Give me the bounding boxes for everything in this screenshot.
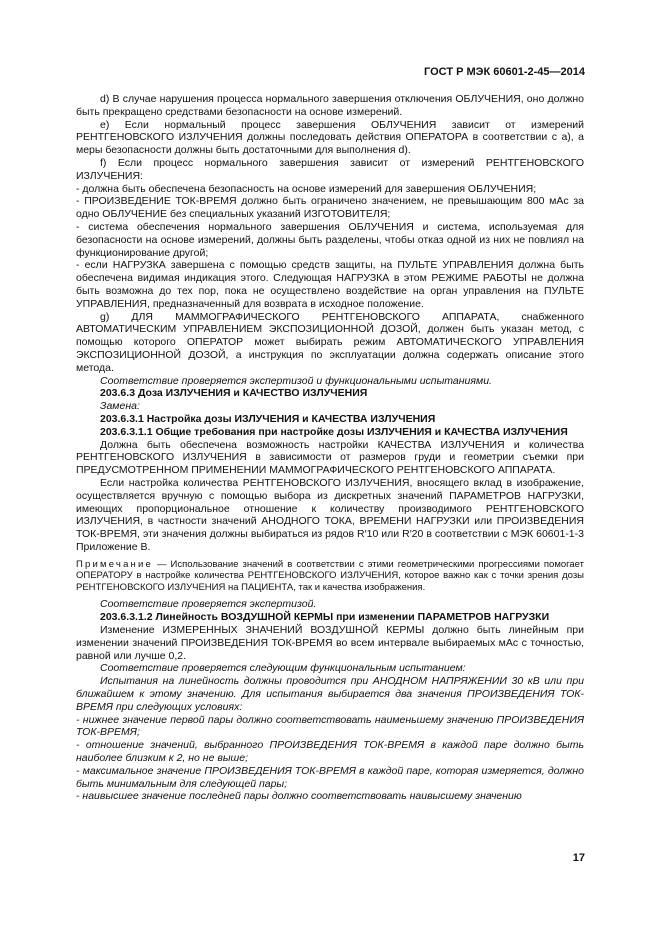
paragraph: f) Если процесс нормального завершения зависит от измерений РЕНТГЕНОВСКОГО ИЗЛУЧЕНИЯ:	[76, 156, 584, 182]
paragraph: - если НАГРУЗКА завершена с помощью средств защиты, на ПУЛЬТЕ УПРАВЛЕНИЯ должна быть обеспечена видимая индикация этого. Следующая НАГРУЗКА в этом РЕЖИМЕ РАБОТЫ не должна быть возможна до тех пор, пока не осуществлено воздействие на орган управления на ПУЛЬТЕ УПРАВЛЕНИЯ, предназначенный для возврата в исходное положение.	[76, 259, 584, 310]
paragraph: Если настройка количества РЕНТГЕНОВСКОГО ИЗЛУЧЕНИЯ, вносящего вклад в изображение, осуществляется вручную с помощью выбора из дискретных значений ПАРАМЕТРОВ НАГРУЗКИ, имеющих пропорциональное отношение к количеству производимого РЕНТГЕНОВСКОГО ИЗЛУЧЕНИЯ, в частности значений АНОДНОГО ТОКА, ВРЕМЕНИ НАГРУЗКИ или ПРОИЗВЕДЕНИЯ ТОК-ВРЕМЯ, эти значения должны выбираться из рядов R′10 или R′20 в соответствии с МЭК 60601-1-3 Приложение В.	[76, 476, 584, 553]
paragraph-block-1	[76, 93, 584, 554]
paragraph: Должна быть обеспечена возможность настройки КАЧЕСТВА ИЗЛУЧЕНИЯ и количества РЕНТГЕНОВСКОГО ИЗЛУЧЕНИЯ в зависимости от размеров груди и геометрии съемки при ПРЕДУСМОТРЕННОМ ПРИМЕНЕНИИ МАММОГРАФИЧЕСКОГО РЕНТГЕНОВСКОГО АППАРАТА.	[76, 438, 584, 477]
paragraph-block-2	[76, 598, 584, 803]
paragraph: - отношение значений, выбранного ПРОИЗВЕДЕНИЯ ТОК-ВРЕМЯ в каждой паре должно быть наиболее близким к 2, но не выше;	[76, 739, 584, 765]
page-number: 17	[572, 852, 585, 864]
document-body	[76, 93, 584, 803]
paragraph: Соответствие проверяется экспертизой и функциональными испытаниями.	[100, 374, 492, 387]
paragraph: 203.6.3.1.2 Линейность ВОЗДУШНОЙ КЕРМЫ при изменении ПАРАМЕТРОВ НАГРУЗКИ	[100, 611, 550, 624]
paragraph: 203.6.3.1.1 Общие требования при настройке дозы ИЗЛУЧЕНИЯ и КАЧЕСТВА ИЗЛУЧЕНИЯ	[100, 425, 568, 438]
paragraph: Испытания на линейность должны проводится при АНОДНОМ НАПРЯЖЕНИИ 30 кВ или при ближайшем к этому значению. Для испытания выбирается два значения ПРОИЗВЕДЕНИЯ ТОК-ВРЕМЯ при следующих условиях:	[76, 675, 584, 713]
note-label: Примечание	[76, 558, 153, 570]
paragraph: - должна быть обеспечена безопасность на основе измерений для завершения ОБЛУЧЕНИЯ;	[76, 182, 537, 195]
paragraph: g) ДЛЯ МАММОГРАФИЧЕСКОГО РЕНТГЕНОВСКОГО АППАРАТА, снабженного АВТОМАТИЧЕСКИМ УПРАВЛЕНИЕМ ЭКСПОЗИЦИОННОЙ ДОЗОЙ, должен быть указан метод, с помощью которого ОПЕРАТОР может выбирать режим АВТОМАТИЧЕСКОГО УПРАВЛЕНИЯ ЭКСПОЗИЦИОННОЙ ДОЗОЙ, а инструкция по эксплуатации должна содержать описание этого метода.	[76, 310, 584, 374]
standard-header: ГОСТ Р МЭК 60601-2-45—2014	[424, 66, 585, 78]
paragraph: - нижнее значение первой пары должно соответствовать наименьшему значению ПРОИЗВЕДЕНИЯ ТОК-ВРЕМЯ;	[76, 713, 584, 739]
paragraph: e) Если нормальный процесс завершения ОБЛУЧЕНИЯ зависит от измерений РЕНТГЕНОВСКОГО ИЗЛУЧЕНИЯ должны последовать действия ОПЕРАТОРА в соответствии с a), а меры безопасности должны быть достаточными для выполнения d).	[76, 118, 584, 157]
paragraph: 203.6.3 Доза ИЗЛУЧЕНИЯ и КАЧЕСТВО ИЗЛУЧЕНИЯ	[100, 387, 368, 400]
paragraph: Изменение ИЗМЕРЕННЫХ ЗНАЧЕНИЙ ВОЗДУШНОЙ КЕРМЫ должно быть линейным при изменении значений ПРОИЗВЕДЕНИЯ ТОК-ВРЕМЯ во всем интервале выбираемых мАс с точностью, равной или лучше 0,2.	[76, 624, 584, 662]
note-paragraph	[76, 559, 584, 594]
paragraph: 203.6.3.1 Настройка дозы ИЗЛУЧЕНИЯ и КАЧЕСТВА ИЗЛУЧЕНИЯ	[100, 412, 436, 425]
paragraph: - система обеспечения нормального завершения ОБЛУЧЕНИЯ и система, используемая для безопасности на основе измерений, должны быть разделены, чтобы отказ одной из них не повлиял на функционирование другой;	[76, 220, 584, 259]
paragraph: - максимальное значение ПРОИЗВЕДЕНИЯ ТОК-ВРЕМЯ в каждой паре, которая измеряется, должно быть минимальным для следующей пары;	[76, 764, 584, 790]
paragraph: Соответствие проверяется следующим функциональным испытанием:	[100, 662, 466, 675]
paragraph: Замена:	[100, 400, 140, 413]
paragraph: - ПРОИЗВЕДЕНИЕ ТОК-ВРЕМЯ должно быть ограничено значением, не превышающим 800 мАс за одно ОБЛУЧЕНИЕ без специальных указаний ИЗГОТОВИТЕЛЯ;	[76, 195, 584, 221]
paragraph: - наивысшее значение последней пары должно соответствовать наивысшему значению	[76, 790, 522, 803]
paragraph: Соответствие проверяется экспертизой.	[100, 598, 317, 611]
note-text: — Использование значений в соответствии с этими геометрическими прогрессиями помогает ОПЕРАТОРУ в настройке количества РЕНТГЕНОВСКОГО ИЗЛУЧЕНИЯ, которое важно как с точки зрения дозы РЕНТГЕНОВСКОГО ИЗЛУЧЕНИЯ на ПАЦИЕНТА, так и качества изображения.	[76, 558, 584, 593]
paragraph: d) В случае нарушения процесса нормального завершения отключения ОБЛУЧЕНИЯ, оно должно быть прекращено средствами безопасности на основе измерений.	[76, 93, 584, 118]
